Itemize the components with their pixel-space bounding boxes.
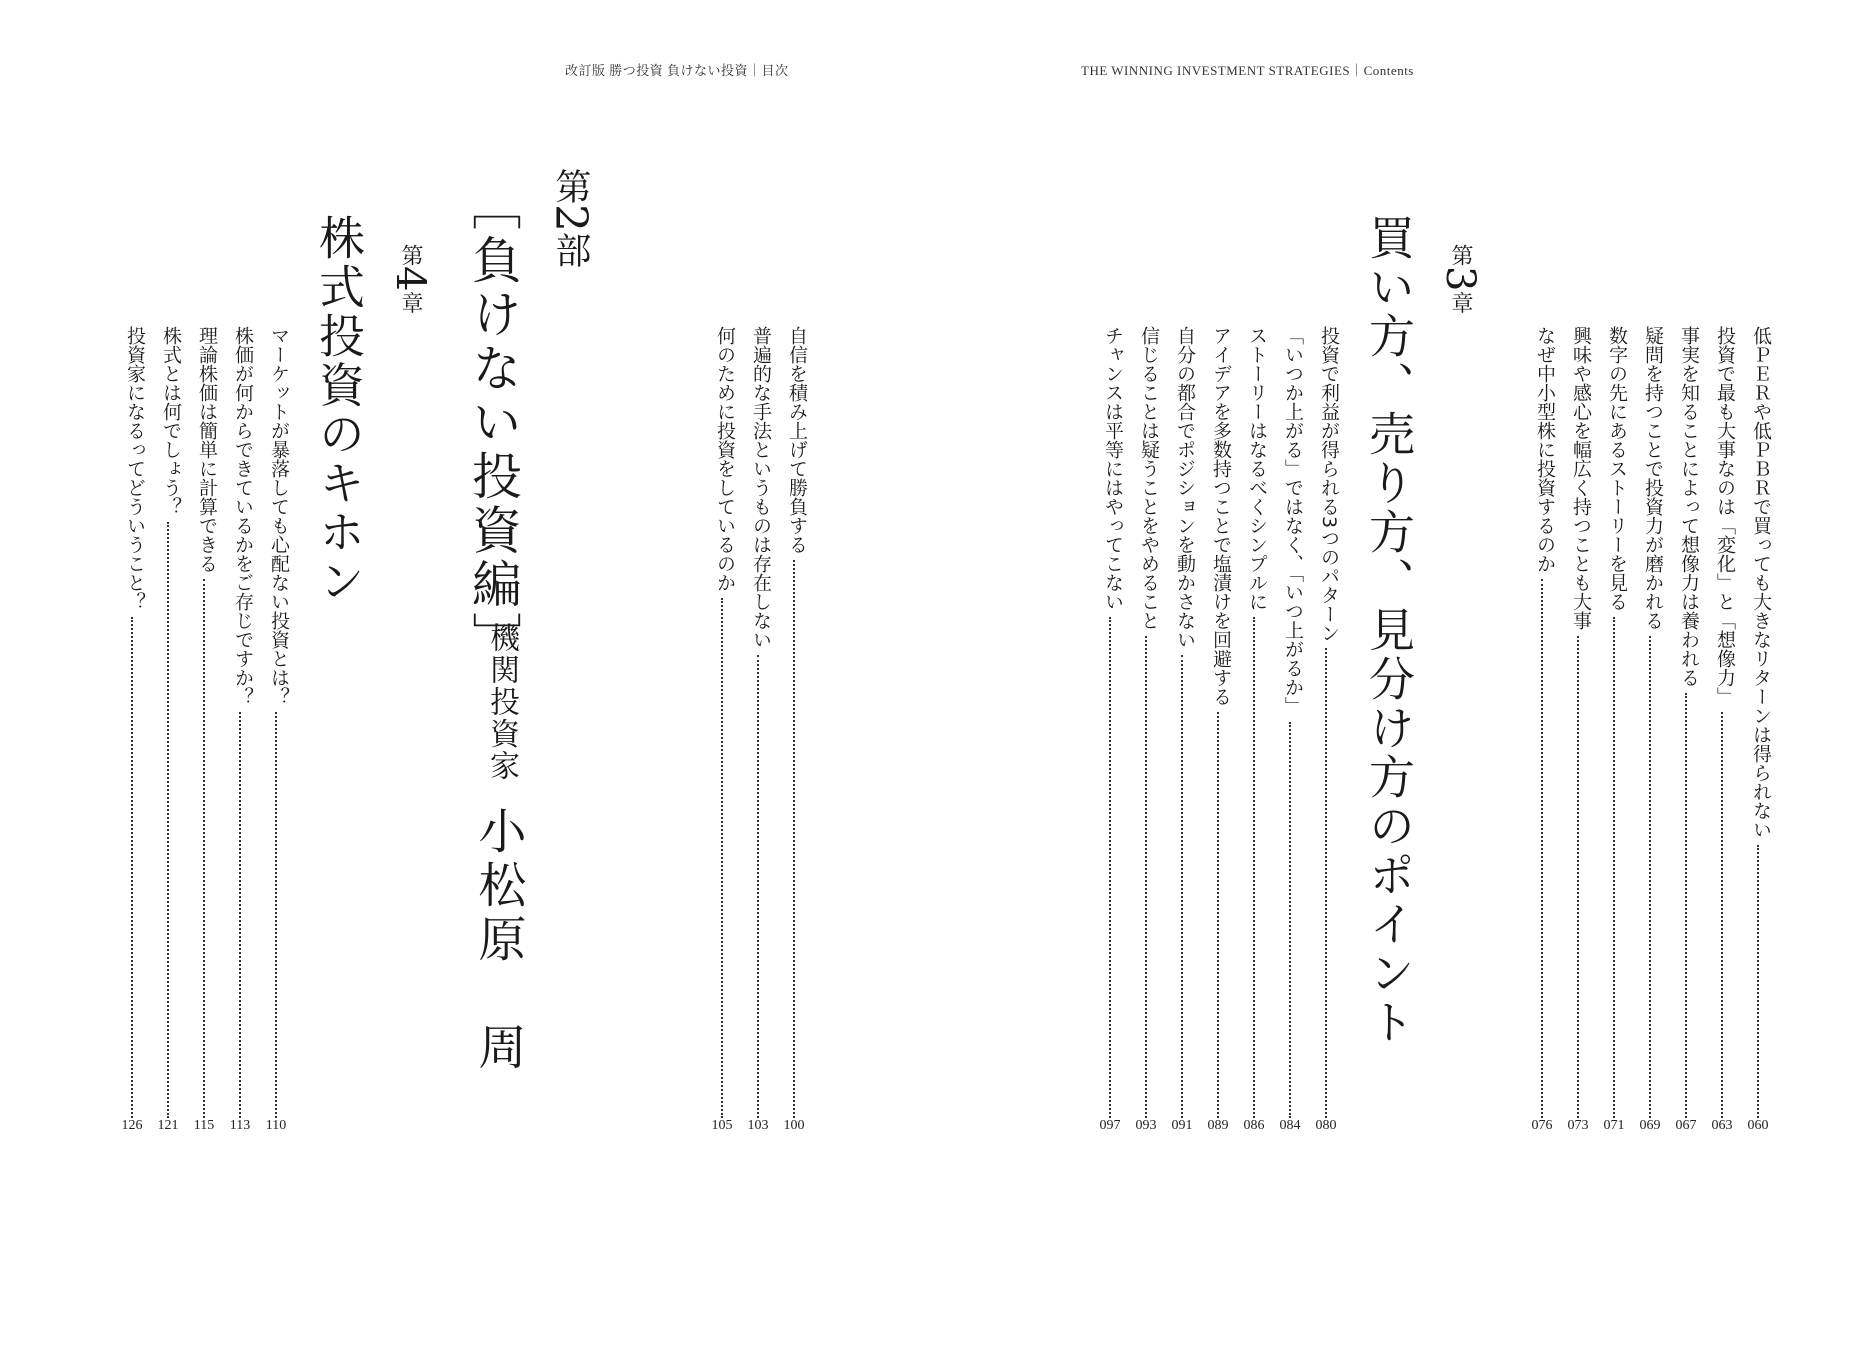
- toc-item-title: 数字の先にあるストーリーを見る: [1606, 326, 1628, 611]
- page-number: 067: [1675, 1118, 1697, 1133]
- dot-leader: [1253, 617, 1255, 1118]
- dot-leader: [1217, 712, 1219, 1118]
- toc-item[interactable]: [1602, 326, 1626, 1118]
- dot-leader: [1649, 636, 1651, 1118]
- dot-leader: [275, 712, 277, 1118]
- page-number: 086: [1243, 1118, 1265, 1133]
- dot-leader: [203, 579, 205, 1118]
- toc-item[interactable]: [156, 326, 180, 1118]
- chapter3-label-dai: 第: [1448, 244, 1473, 266]
- toc-item[interactable]: [264, 326, 288, 1118]
- dot-leader: [1685, 693, 1687, 1118]
- toc-item-title: 投資家になるってどういうこと？: [124, 326, 146, 611]
- toc-item-title: 投資で最も大事なのは「変化」と「想像力」: [1714, 326, 1736, 706]
- toc-item[interactable]: [1242, 326, 1266, 1118]
- page-number: 060: [1747, 1118, 1769, 1133]
- dot-leader: [1541, 579, 1543, 1118]
- toc-item-title: 低ＰＥＲや低ＰＢＲで買っても大きなリターンは得られない: [1750, 326, 1772, 839]
- author-role: 機関投資家: [484, 622, 519, 782]
- toc-item[interactable]: [1134, 326, 1158, 1118]
- page-number: 063: [1711, 1118, 1733, 1133]
- page-number: 100: [783, 1118, 805, 1133]
- toc-item-title: 「いつか上がる」ではなく、「いつ上がるか」: [1282, 326, 1304, 716]
- toc-item-title: 自分の都合でポジションを動かさない: [1174, 326, 1196, 649]
- toc-item[interactable]: [1098, 326, 1122, 1118]
- part-label-bu: 部: [550, 232, 591, 268]
- chapter3-title: 買い方、売り方、見分け方のポイント: [1362, 214, 1416, 1047]
- toc-item-title: 普遍的な手法というものは存在しない: [750, 326, 772, 649]
- part-label: [545, 168, 596, 268]
- chapter3-label-num: 3: [1437, 266, 1483, 292]
- dot-leader: [1577, 636, 1579, 1118]
- dot-leader: [757, 655, 759, 1118]
- dot-leader: [1757, 845, 1759, 1118]
- page-number: 089: [1207, 1118, 1229, 1133]
- toc-item[interactable]: [1566, 326, 1590, 1118]
- page-number: 121: [157, 1118, 179, 1133]
- page-number: 091: [1171, 1118, 1193, 1133]
- toc-item-title: 株価が何からできているかをご存じですか？: [232, 326, 254, 706]
- page-number: 093: [1135, 1118, 1157, 1133]
- toc-item[interactable]: [1170, 326, 1194, 1118]
- page-number: 084: [1279, 1118, 1301, 1133]
- chapter4-label-num: 4: [387, 266, 433, 292]
- toc-item[interactable]: [228, 326, 252, 1118]
- page-header-right: THE WINNING INVESTMENT STRATEGIES｜Contents: [1081, 63, 1414, 78]
- dot-leader: [1289, 722, 1291, 1119]
- page-number: 103: [747, 1118, 769, 1133]
- toc-item[interactable]: [1530, 326, 1554, 1118]
- page-number: 113: [229, 1118, 251, 1133]
- toc-item[interactable]: [1314, 326, 1338, 1118]
- page-number: 080: [1315, 1118, 1337, 1133]
- toc-item[interactable]: [1746, 326, 1770, 1118]
- dot-leader: [1613, 617, 1615, 1118]
- toc-item-title: 自信を積み上げて勝負する: [786, 326, 808, 554]
- toc-item-title: 事実を知ることによって想像力は養われる: [1678, 326, 1700, 687]
- toc-item-title: マーケットが暴落しても心配ない投資とは？: [268, 326, 290, 706]
- page-number: 126: [121, 1118, 143, 1133]
- dot-leader: [1181, 655, 1183, 1118]
- dot-leader: [1145, 636, 1147, 1118]
- toc-item[interactable]: [1278, 326, 1302, 1118]
- dot-leader: [239, 712, 241, 1118]
- toc-item-title: チャンスは平等にはやってこない: [1102, 326, 1124, 611]
- chapter4-label-dai: 第: [398, 244, 423, 266]
- toc-item[interactable]: [192, 326, 216, 1118]
- page-number: 105: [711, 1118, 733, 1133]
- toc-item-title: 興味や感心を幅広く持つことも大事: [1570, 326, 1592, 630]
- chapter3-label: [1437, 244, 1483, 314]
- part-label-num: 2: [545, 204, 596, 232]
- page-number: 069: [1639, 1118, 1661, 1133]
- toc-item[interactable]: [782, 326, 806, 1118]
- chapter3-label-sho: 章: [1448, 291, 1473, 314]
- toc-item-title: 何のために投資をしているのか: [714, 326, 736, 592]
- dot-leader: [721, 598, 723, 1118]
- toc-item[interactable]: [746, 326, 770, 1118]
- toc-item-title: ストーリーはなるべくシンプルに: [1246, 326, 1268, 611]
- dot-leader: [793, 560, 795, 1118]
- toc-item-title: アイデアを多数持つことで塩漬けを回避する: [1210, 326, 1232, 706]
- part-title: ［負けない投資編］: [464, 180, 522, 666]
- toc-item[interactable]: [710, 326, 734, 1118]
- toc-item-title: 信じることは疑うことをやめること: [1138, 326, 1160, 630]
- dot-leader: [167, 522, 169, 1118]
- author-name: 小松原 周: [470, 806, 526, 1076]
- toc-item[interactable]: [1206, 326, 1230, 1118]
- dot-leader: [1721, 712, 1723, 1118]
- toc-item[interactable]: [1674, 326, 1698, 1118]
- toc-item[interactable]: [1710, 326, 1734, 1118]
- toc-item-title: 理論株価は簡単に計算できる: [196, 326, 218, 573]
- chapter4-label-sho: 章: [398, 291, 423, 314]
- dot-leader: [1325, 648, 1327, 1118]
- page-number: 115: [193, 1118, 215, 1133]
- page-header-left: 改訂版 勝つ投資 負けない投資｜目次: [565, 63, 789, 78]
- page-number: 073: [1567, 1118, 1589, 1133]
- page-number: 071: [1603, 1118, 1625, 1133]
- toc-item[interactable]: [1638, 326, 1662, 1118]
- toc-item-title: 株式とは何でしょう？: [160, 326, 182, 516]
- page-number: 110: [265, 1118, 287, 1133]
- dot-leader: [1109, 617, 1111, 1118]
- toc-item[interactable]: [120, 326, 144, 1118]
- toc-item-title: 投資で利益が得られる3つのパターン: [1318, 326, 1340, 643]
- dot-leader: [131, 617, 133, 1118]
- toc-item-title: 疑問を持つことで投資力が磨かれる: [1642, 326, 1664, 630]
- page-number: 097: [1099, 1118, 1121, 1133]
- chapter4-title: 株式投資のキホン: [312, 214, 366, 606]
- page-number: 076: [1531, 1118, 1553, 1133]
- part-label-dai: 第: [550, 168, 591, 204]
- chapter4-label: [387, 244, 433, 314]
- toc-item-title: なぜ中小型株に投資するのか: [1534, 326, 1556, 573]
